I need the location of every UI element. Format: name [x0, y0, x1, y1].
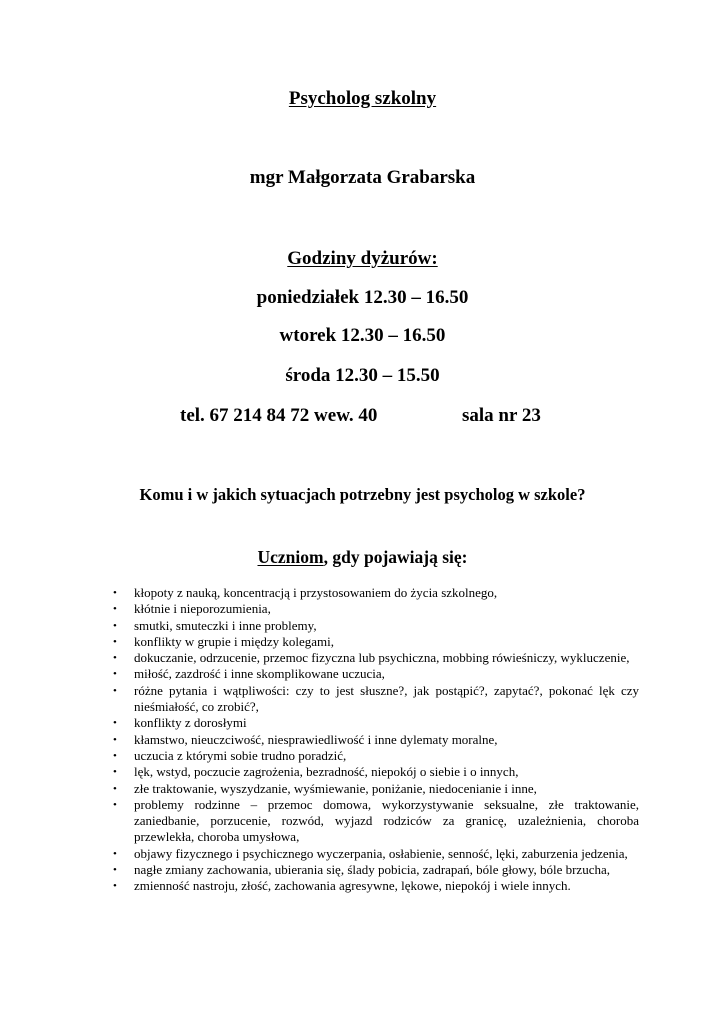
list-item [113, 748, 639, 764]
bullet-icon: • [113, 864, 117, 877]
list-item-text: konflikty z dorosłymi [134, 715, 247, 731]
list-item-text: złe traktowanie, wyszydzanie, wyśmiewanie, poniżanie, niedocenianie i inne, [134, 780, 537, 796]
bullet-icon: • [113, 684, 117, 697]
list-item-text: lęk, wstyd, poczucie zagrożenia, bezradność, niepokój o siebie i o innych, [134, 764, 519, 780]
bullet-icon: • [113, 619, 117, 632]
list-item-text: konflikty w grupie i między kolegami, [134, 633, 335, 649]
list-item-text: różne pytania i wątpliwości: czy to jest słuszne?, jak postąpić?, zapytać?, pokonać lęk czy nieśmiałość, co zrobić?, [134, 682, 639, 715]
bullet-icon: • [113, 733, 117, 746]
list-item-text: zmienność nastroju, złość, zachowania agresywne, lękowe, niepokój i wiele innych. [134, 878, 571, 894]
office-hours-monday: poniedziałek 12.30 – 16.50 [256, 287, 469, 308]
phone-number: tel. 67 214 84 72 wew. 40 [180, 405, 378, 426]
bullet-icon: • [113, 668, 117, 681]
list-item [113, 862, 639, 878]
list-item [113, 634, 639, 650]
list-item-text: kłopoty z nauką, koncentracją i przystosowaniem do życia szkolnego, [134, 585, 498, 600]
list-item [113, 781, 639, 797]
bullet-icon: • [113, 587, 117, 599]
document-title-text: Psycholog szkolny [288, 88, 437, 109]
office-hours-heading [0, 247, 725, 271]
list-item-text: smutki, smuteczki i inne problemy, [134, 617, 317, 633]
document-title [0, 87, 725, 111]
bullet-icon: • [113, 880, 117, 893]
students-heading-rest: , gdy pojawiają się: [323, 547, 468, 567]
list-item [113, 585, 639, 601]
list-item-text: kłamstwo, nieuczciwość, niesprawiedliwość i inne dylematy moralne, [134, 731, 498, 747]
list-item-text: miłość, zazdrość i inne skomplikowane uczucia, [134, 666, 385, 682]
list-item [113, 715, 639, 731]
students-heading [0, 545, 725, 569]
list-item [113, 846, 639, 862]
section-question: Komu i w jakich sytuacjach potrzebny jest psycholog w szkole? [139, 485, 586, 504]
list-item-text: kłótnie i nieporozumienia, [134, 601, 271, 617]
office-hours-wednesday: środa 12.30 – 15.50 [285, 365, 440, 386]
list-item-text: dokuczanie, odrzucenie, przemoc fizyczna lub psychiczna, mobbing rówieśniczy, wykluczenie, [134, 650, 630, 666]
list-item-text: uczucia z którymi sobie trudno poradzić, [134, 747, 347, 763]
office-hours-heading-text: Godziny dyżurów: [287, 248, 438, 269]
bullet-icon: • [113, 766, 117, 779]
students-heading-underlined: Uczniom [257, 547, 324, 567]
bullet-icon: • [113, 652, 117, 665]
students-issues-list [113, 585, 639, 895]
bullet-icon: • [113, 717, 117, 730]
list-item [113, 797, 639, 846]
office-hours-tuesday: wtorek 12.30 – 16.50 [279, 325, 446, 346]
list-item [113, 666, 639, 682]
room-number: sala nr 23 [462, 405, 541, 426]
list-item-text: objawy fizycznego i psychicznego wyczerpania, osłabienie, senność, lęki, zaburzenia jedzenia, [134, 845, 628, 861]
list-item [113, 732, 639, 748]
bullet-icon: • [113, 847, 117, 860]
list-item [113, 764, 639, 780]
list-item [113, 618, 639, 634]
list-item [113, 650, 639, 666]
bullet-icon: • [113, 749, 117, 762]
bullet-icon: • [113, 782, 117, 795]
bullet-icon: • [113, 603, 117, 616]
bullet-icon: • [113, 798, 117, 811]
list-item [113, 601, 639, 617]
psychologist-name: mgr Małgorzata Grabarska [249, 167, 476, 188]
list-item [113, 878, 639, 894]
bullet-icon: • [113, 635, 117, 648]
list-item [113, 683, 639, 716]
list-item-text: problemy rodzinne – przemoc domowa, wykorzystywanie seksualne, złe traktowanie, zaniedbanie, porzucenie, rozwód, wyjazd rodziców za granicę, uzależnienia, choroba przewlekła, choroba umysłowa, [134, 796, 639, 845]
list-item-text: nagłe zmiany zachowania, ubierania się, ślady pobicia, zadrapań, bóle głowy, bóle brzucha, [134, 862, 610, 878]
